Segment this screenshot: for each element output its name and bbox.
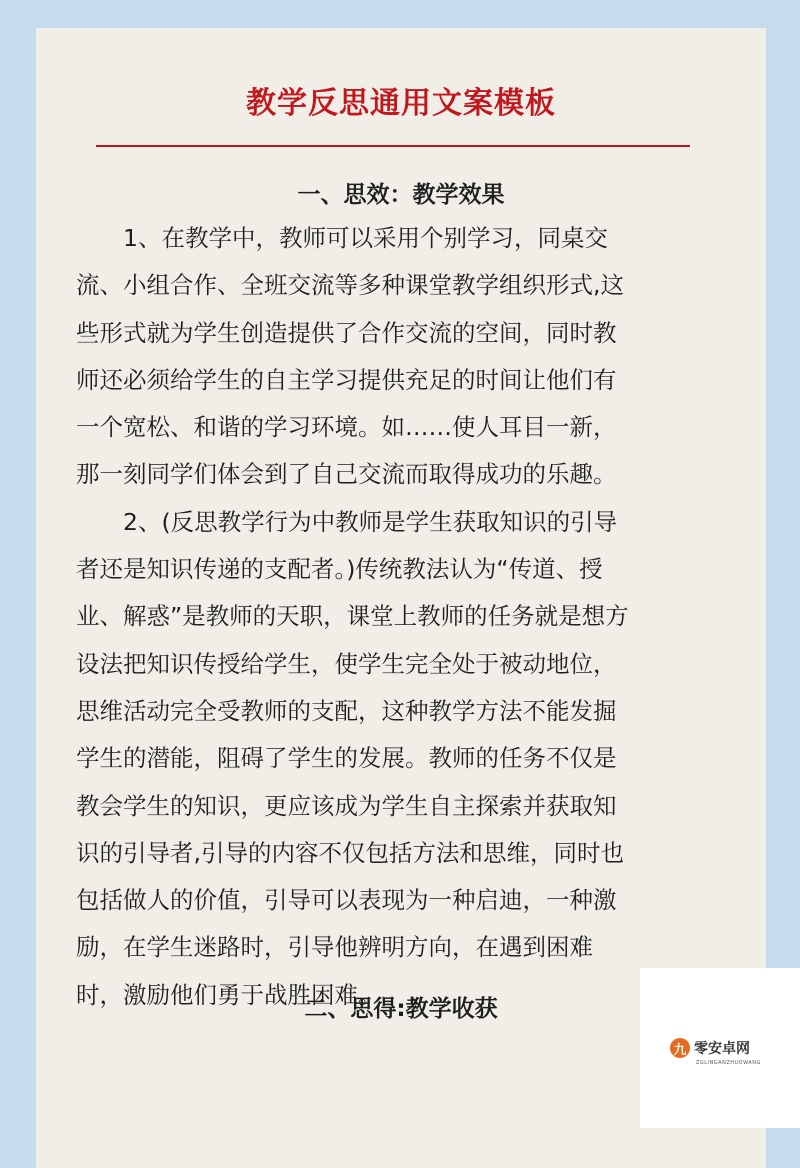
paragraph-line: 师还必须给学生的自主学习提供充足的时间让他们有: [76, 365, 617, 394]
watermark-logo: [670, 1038, 750, 1058]
paragraph-line: 教会学生的知识，更应该成为学生自主探索并获取知: [76, 791, 617, 820]
paragraph-line: 励，在学生迷路时，引导他辨明方向，在遇到困难: [76, 933, 593, 962]
paragraph-line: 流、小组合作、全班交流等多种课堂教学组织形式,这: [76, 271, 624, 300]
paragraph-line: 识的引导者,引导的内容不仅包括方法和思维，同时也: [76, 838, 624, 867]
title-divider: [96, 145, 690, 147]
paragraph-line: 2、(反思教学行为中教师是学生获取知识的引导: [76, 507, 618, 536]
section1-heading: 一、思效：教学效果: [297, 182, 505, 208]
section1-body: [76, 215, 716, 1019]
paragraph-line: 包括做人的价值，引导可以表现为一种启迪，一种激: [76, 886, 617, 915]
watermark-subtext: ZGLINGANZHUOWANG: [696, 1060, 761, 1066]
site-watermark: [640, 968, 800, 1128]
paragraph-line: 那一刻同学们体会到了自己交流而取得成功的乐趣。: [76, 460, 617, 489]
document-title: 教学反思通用文案模板: [246, 86, 556, 121]
logo-icon: 九: [670, 1038, 690, 1058]
section2-heading: 二、思得:教学收获: [304, 996, 498, 1022]
paragraph-line: 思维活动完全受教师的支配，这种教学方法不能发掘: [76, 696, 617, 725]
paragraph-line: 一个宽松、和谐的学习环境。如……使人耳目一新，: [76, 413, 617, 442]
paragraph-line: 时，激励他们勇于战胜困难。: [76, 980, 382, 1009]
paragraph-line: 设法把知识传授给学生，使学生完全处于被动地位，: [76, 649, 617, 678]
paragraph-line: 1、在教学中，教师可以采用个别学习，同桌交: [76, 224, 608, 252]
paragraph-line: 者还是知识传递的支配者。)传统教法认为“传道、授: [76, 555, 603, 584]
paragraph-line: 些形式就为学生创造提供了合作交流的空间，同时教: [76, 318, 617, 347]
watermark-name: 零安卓网: [694, 1041, 750, 1057]
paragraph-line: 业、解惑”是教师的天职，课堂上教师的任务就是想方: [76, 602, 629, 631]
paragraph-line: 学生的潜能，阻碍了学生的发展。教师的任务不仅是: [76, 744, 617, 773]
